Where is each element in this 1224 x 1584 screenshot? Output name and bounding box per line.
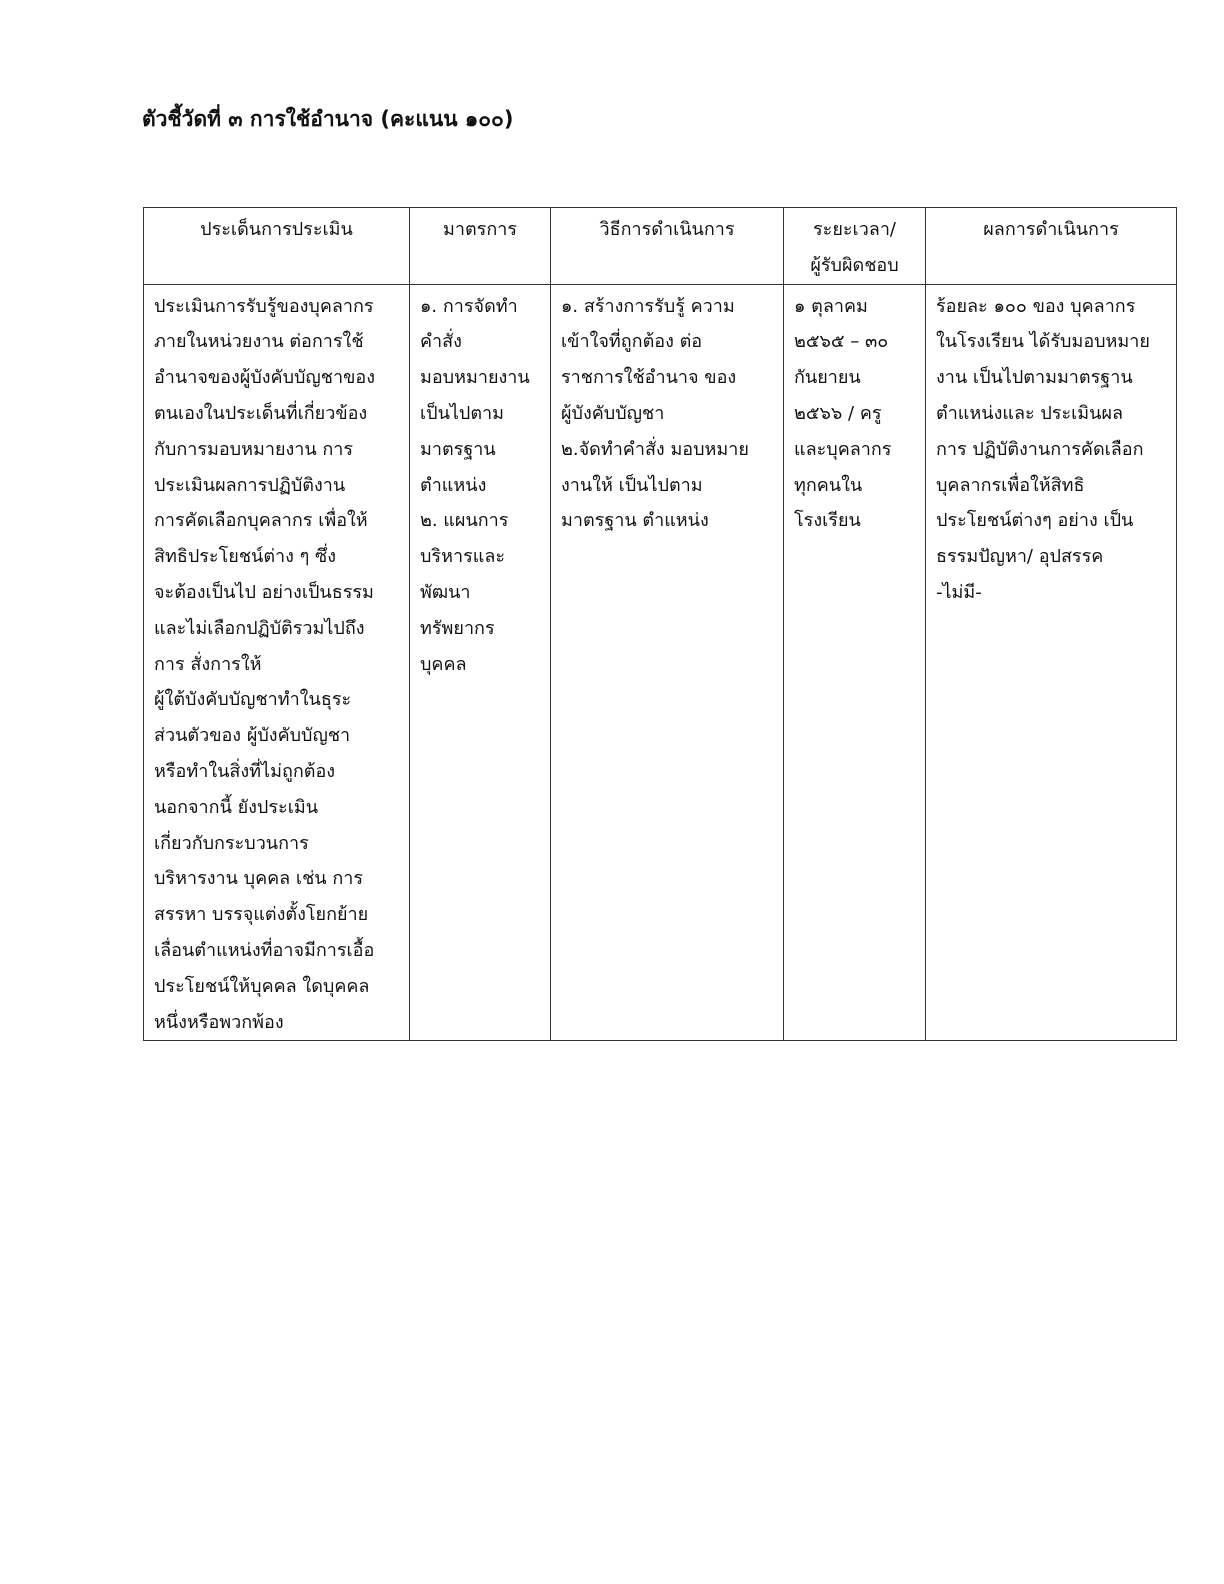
cell-period	[784, 284, 926, 1041]
cell-line: ๒. แผนการ	[420, 510, 509, 532]
cell-line: ทุกคนใน	[794, 474, 863, 496]
table-header-row	[144, 208, 1177, 285]
cell-line: เป็นไปตาม	[420, 402, 505, 424]
cell-line: การคัดเลือกบุคลากร เพื่อให้	[154, 510, 368, 532]
cell-line: อำนาจของผู้บังคับบัญชาของ	[154, 367, 376, 389]
page-heading: ตัวชี้วัดที่ ๓ การใช้อำนาจ (คะแนน ๑๐๐)	[142, 107, 514, 131]
cell-line: บริหารและ	[420, 546, 506, 568]
cell-line: งาน เป็นไปตามมาตรฐาน	[936, 367, 1133, 389]
cell-line: การ ปฏิบัติงานการคัดเลือก	[936, 438, 1144, 460]
cell-line: บุคคล	[420, 653, 467, 675]
cell-line: งานให้ เป็นไปตาม	[561, 474, 703, 496]
cell-line: ๑. การจัดทำ	[420, 295, 518, 317]
cell-line: เข้าใจที่ถูกต้อง ต่อ	[561, 331, 703, 353]
cell-line: คำสั่ง	[420, 331, 462, 353]
cell-line: ธรรมปัญหา/ อุปสรรค	[936, 546, 1104, 568]
cell-line: -ไม่มี-	[936, 581, 982, 603]
cell-line: ๒๕๖๕ – ๓๐	[794, 331, 889, 353]
cell-line: นอกจากนี้ ยังประเมิน	[154, 796, 319, 818]
cell-line: ผู้บังคับบัญชา	[561, 402, 665, 424]
header-line: ผลการดำเนินการ	[983, 219, 1119, 240]
cell-line: ๒.จัดทำคำสั่ง มอบหมาย	[561, 438, 749, 460]
cell-methods	[551, 284, 784, 1041]
cell-line: กับการมอบหมายงาน การ	[154, 438, 354, 460]
cell-line: จะต้องเป็นไป อย่างเป็นธรรม	[154, 581, 374, 603]
cell-line: ประเมินการรับรู้ของบุคลากร	[154, 295, 374, 317]
cell-line: ราชการใช้อำนาจ ของ	[561, 367, 737, 389]
header-results	[926, 208, 1177, 285]
cell-line: และไม่เลือกปฏิบัติรวมไปถึง	[154, 617, 365, 639]
cell-line: ผู้ใต้บังคับบัญชาทำในธุระ	[154, 689, 352, 711]
cell-line: มาตรฐาน ตำแหน่ง	[561, 510, 709, 532]
cell-line: มาตรฐาน	[420, 438, 496, 460]
cell-line: ประโยชน์ให้บุคคล ใดบุคคล	[154, 975, 370, 997]
cell-measures	[410, 284, 551, 1041]
cell-line: ทรัพยากร	[420, 617, 495, 639]
header-line: วิธีการดำเนินการ	[599, 219, 735, 240]
header-period	[784, 208, 926, 285]
header-line: ระยะเวลา/	[812, 219, 896, 240]
cell-line: ในโรงเรียน ได้รับมอบหมาย	[936, 331, 1150, 353]
cell-line: ๒๕๖๖ / ครู	[794, 402, 882, 424]
header-line: ผู้รับผิดชอบ	[810, 254, 899, 276]
cell-line: หรือทำในสิ่งที่ไม่ถูกต้อง	[154, 760, 336, 782]
cell-line: ตำแหน่งและ ประเมินผล	[936, 402, 1124, 424]
cell-line: เลื่อนตำแหน่งที่อาจมีการเอื้อ	[154, 939, 375, 961]
cell-line: สรรหา บรรจุแต่งตั้งโยกย้าย	[154, 904, 369, 926]
table-row	[144, 284, 1177, 1041]
cell-line: โรงเรียน	[794, 510, 861, 532]
cell-line: และบุคลากร	[794, 438, 892, 460]
cell-line: ร้อยละ ๑๐๐ ของ บุคลากร	[936, 295, 1136, 317]
cell-line: บริหารงาน บุคคล เช่น การ	[154, 868, 363, 890]
header-evaluation-issue	[144, 208, 410, 285]
cell-line: ตำแหน่ง	[420, 474, 487, 496]
cell-line: ประโยชน์ต่างๆ อย่าง เป็น	[936, 510, 1134, 532]
cell-line: สิทธิประโยชน์ต่าง ๆ ซึ่ง	[154, 546, 337, 568]
cell-line: กันยายน	[794, 367, 861, 389]
header-measures	[410, 208, 551, 285]
cell-line: บุคลากรเพื่อให้สิทธิ	[936, 474, 1085, 496]
cell-results	[926, 284, 1177, 1041]
cell-line: ส่วนตัวของ ผู้บังคับบัญชา	[154, 725, 351, 747]
indicator-table	[143, 207, 1177, 1041]
cell-line: ประเมินผลการปฏิบัติงาน	[154, 474, 346, 496]
cell-line: ๑ ตุลาคม	[794, 295, 868, 317]
cell-line: พัฒนา	[420, 581, 471, 603]
cell-line: หนึ่งหรือพวกพ้อง	[154, 1011, 284, 1033]
cell-evaluation-issue	[144, 284, 410, 1041]
header-methods	[551, 208, 784, 285]
cell-line: มอบหมายงาน	[420, 367, 530, 389]
cell-line: เกี่ยวกับกระบวนการ	[154, 832, 309, 854]
header-line: ประเด็นการประเมิน	[200, 219, 353, 240]
cell-line: ตนเองในประเด็นที่เกี่ยวข้อง	[154, 402, 368, 424]
cell-line: ๑. สร้างการรับรู้ ความ	[561, 295, 735, 317]
cell-line: ภายในหน่วยงาน ต่อการใช้	[154, 331, 364, 353]
header-line: มาตรการ	[442, 219, 517, 240]
cell-line: การ สั่งการให้	[154, 653, 262, 675]
